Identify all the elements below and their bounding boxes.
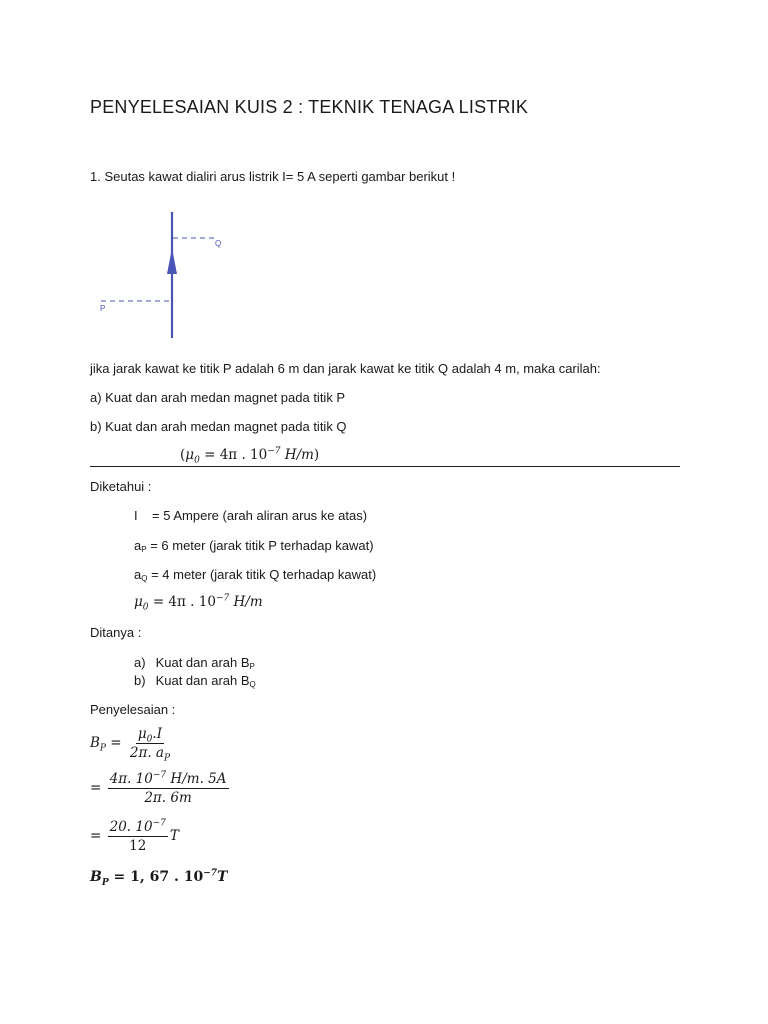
wire-figure <box>95 208 235 343</box>
label-q: Q <box>215 239 222 248</box>
given-ap: aP = 6 meter (jarak titik P terhadap kawat) <box>134 538 374 554</box>
current-arrow-icon <box>167 248 177 274</box>
solution-step-2: = $\frac{4\pi. 10^{-7} H/m. 5A}{2\pi. 6m}$ <box>90 770 227 806</box>
given-mu-formula: $\mu_0 = 4\pi$ . $10^{-7}$ H/m <box>134 593 263 613</box>
distance-text: jika jarak kawat ke titik P adalah 6 m dan jarak kawat ke titik Q adalah 4 m, maka carilah: <box>90 361 601 376</box>
asked-heading: Ditanya : <box>90 625 142 640</box>
page-title: PENYELESAIAN KUIS 2 : TEKNIK TENAGA LISTRIK <box>90 97 529 117</box>
solution-step-3: = $\frac{20. 10^{-7}}{12}$ T <box>90 818 179 854</box>
asked-item-b: b) Kuat dan arah BQ <box>134 673 256 689</box>
solution-heading: Penyelesaian : <box>90 702 176 717</box>
asked-item-a: a) Kuat dan arah BP <box>134 655 255 671</box>
given-aq: aQ = 4 meter (jarak titik Q terhadap kawat) <box>134 567 377 583</box>
divider <box>90 466 680 467</box>
part-b: b) Kuat dan arah medan magnet pada titik Q <box>90 419 347 434</box>
solution-result: $B_P = 1$, 67 . $10^{-7}T$ <box>90 868 228 888</box>
part-a: a) Kuat dan arah medan magnet pada titik P <box>90 390 346 405</box>
solution-step-1: $B_P$ = $\frac{\mu_0.I}{2\pi. a_P}$ <box>90 726 171 764</box>
label-p: P <box>100 304 106 313</box>
mu-given-formula: ($\mu_0 = 4\pi$ . $10^{-7}$ H/m) <box>180 446 320 466</box>
question-intro: 1. Seutas kawat dialiri arus listrik I= 5 A seperti gambar berikut ! <box>90 169 456 184</box>
given-heading: Diketahui : <box>90 479 152 494</box>
given-current: I = 5 Ampere (arah aliran arus ke atas) <box>134 508 368 523</box>
